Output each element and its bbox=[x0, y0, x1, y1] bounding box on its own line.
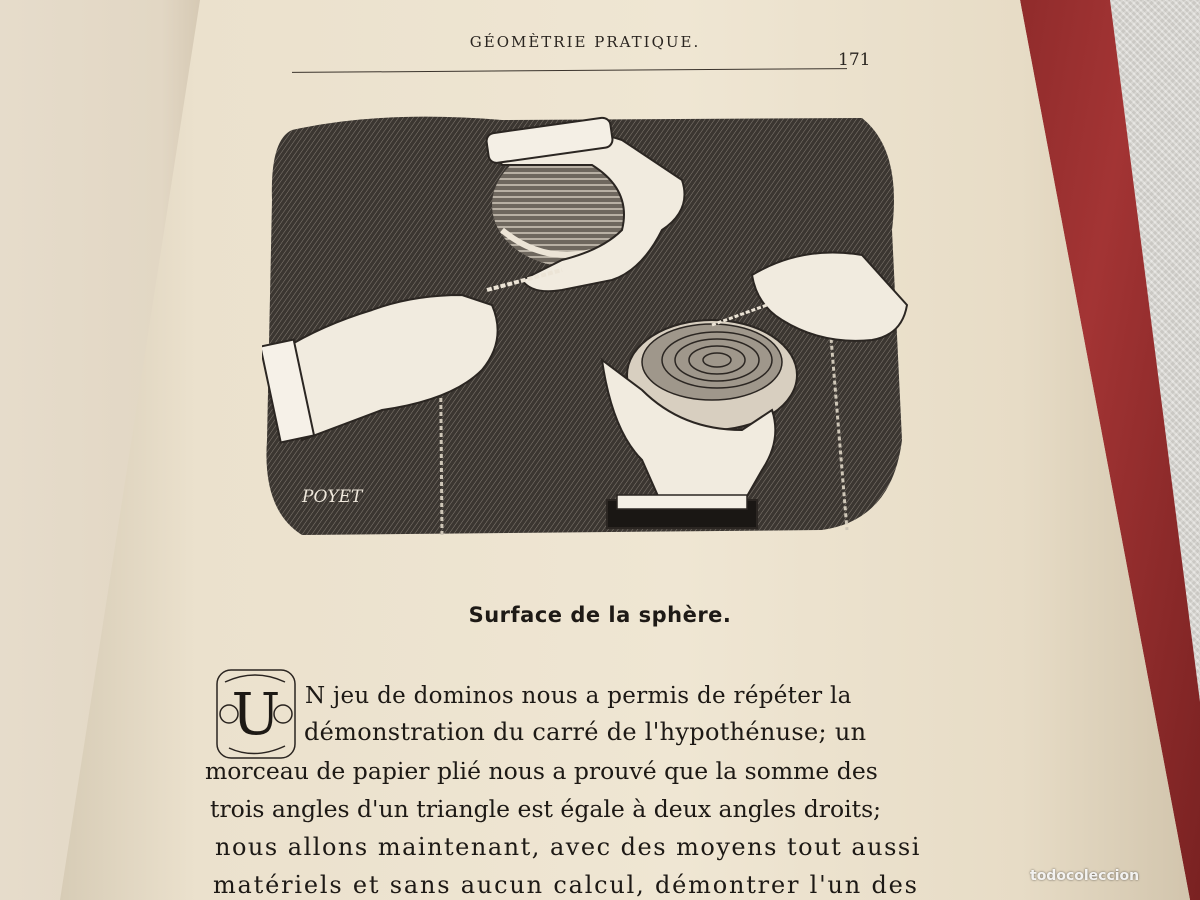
watermark: todocoleccion bbox=[1030, 868, 1140, 884]
body-line-4: trois angles d'un triangle est égale à deux angles droits; bbox=[210, 795, 882, 823]
dropcap-letter: U bbox=[231, 680, 281, 748]
body-line-3: morceau de papier plié nous a prouvé que la somme des bbox=[205, 757, 878, 785]
body-line-1: N jeu de dominos nous a permis de répéter la bbox=[305, 683, 852, 709]
body-line-6: matériels et sans aucun calcul, démontrer l'un des bbox=[213, 871, 919, 899]
body-line-2: démonstration du carré de l'hypothénuse; un bbox=[304, 718, 867, 746]
figure-caption: Surface de la sphère. bbox=[468, 603, 732, 627]
illustration-svg bbox=[262, 110, 912, 540]
ornamental-dropcap bbox=[215, 668, 297, 760]
running-head: GÉOMÈTRIE PRATIQUE. bbox=[469, 33, 701, 51]
page-number: 171 bbox=[838, 50, 871, 70]
body-line-5: nous allons maintenant, avec des moyens tout aussi bbox=[215, 833, 921, 861]
engraving-illustration bbox=[262, 110, 912, 540]
artist-signature: POYET bbox=[302, 487, 363, 507]
